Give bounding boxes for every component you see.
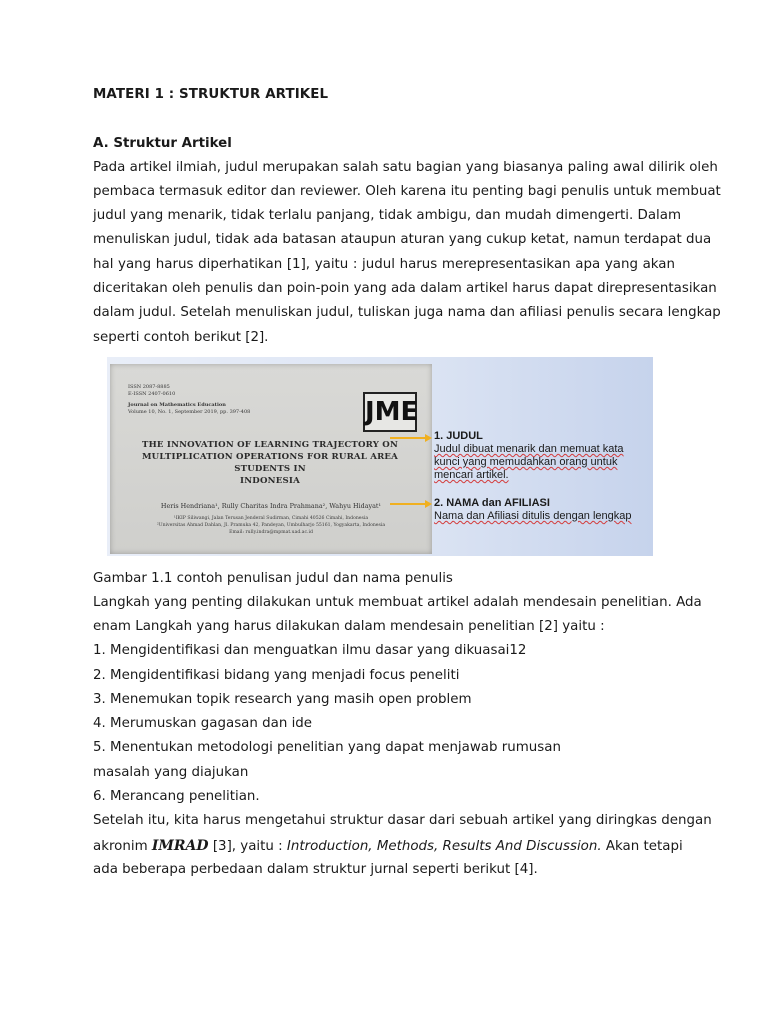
paper-authors: Heris Hendriana¹, Rully Charitas Indra Prahmana², Wahyu Hidayat¹ (160, 502, 382, 510)
text-fragment: Akan tetapi (601, 839, 683, 854)
paragraph-line: seperti contoh berikut [2]. (93, 330, 269, 345)
paragraph-line: dalam judul. Setelah menuliskan judul, tuliskan juga nama dan afiliasi penulis secara lengkap (93, 305, 721, 320)
paper-title-line: INDONESIA (240, 476, 300, 486)
list-item: 6. Merancang penelitian. (93, 789, 260, 804)
journal-name: Journal on Mathematics Education (128, 402, 226, 408)
paper-affiliation: ¹IKIP Siliwangi, Jalan Terusan Jenderal Sudirman, Cimahi 40526 Cimahi, Indonesia (173, 516, 369, 521)
eissn-text: E-ISSN 2407-0610 (128, 391, 176, 397)
paragraph-line: diceritakan oleh penulis dan poin-poin yang ada dalam artikel harus dapat direpresentasikan (93, 281, 717, 296)
section-heading: A. Struktur Artikel (93, 136, 232, 151)
callout-judul (434, 430, 624, 482)
paragraph-line: Pada artikel ilmiah, judul merupakan salah satu bagian yang biasanya paling awal dilirik oleh (93, 160, 718, 175)
paragraph-line-imrad (93, 838, 683, 854)
callout-nama-line: Nama dan Afiliasi ditulis dengan lengkap (434, 510, 632, 522)
list-item: 5. Menentukan metodologi penelitian yang dapat menjawab rumusan (93, 740, 561, 755)
paper-title-line: THE INNOVATION OF LEARNING TRAJECTORY ON (142, 440, 398, 450)
list-item: 1. Mengidentifikasi dan menguatkan ilmu dasar yang dikuasai12 (93, 643, 527, 658)
paragraph-line: hal yang harus diperhatikan [1], yaitu : judul harus merepresentasikan apa yang akan (93, 257, 675, 272)
paragraph-line: pembaca termasuk editor dan reviewer. Oleh karena itu penting bagi penulis untuk membuat (93, 184, 721, 199)
callout-nama-title: 2. NAMA dan AFILIASI (434, 497, 550, 509)
list-item: 2. Mengidentifikasi bidang yang menjadi focus peneliti (93, 668, 460, 683)
list-item-continuation: masalah yang diajukan (93, 765, 249, 780)
figure-image (107, 357, 653, 556)
paper-affiliation: ²Universitas Ahmad Dahlan, Jl. Pramuka 42, Pandeyan, Umbulharjo 55161, Yogyakarta, Indonesia (156, 523, 386, 528)
callout-judul-line: Judul dibuat menarik dan memuat kata (434, 443, 624, 455)
journal-volume: Volume 10, No. 1, September 2019, pp. 397-408 (128, 409, 251, 415)
callout-judul-title: 1. JUDUL (434, 430, 483, 442)
imrad-acronym: IMRAD (151, 838, 209, 854)
document-title: MATERI 1 : STRUKTUR ARTIKEL (93, 87, 329, 102)
jme-logo: JME (363, 392, 417, 432)
imrad-expansion: Introduction, Methods, Results And Discussion. (286, 839, 602, 854)
paragraph-line: Langkah yang penting dilakukan untuk membuat artikel adalah mendesain penelitian. Ada (93, 595, 702, 610)
paper-email: Email: rully.indra@mpmat.uad.ac.id (229, 530, 313, 535)
paragraph-line: menuliskan judul, tidak ada batasan ataupun aturan yang cukup ketat, namun terdapat dua (93, 232, 712, 247)
text-fragment: [3], yaitu : (208, 839, 287, 854)
list-item: 3. Menemukan topik research yang masih open problem (93, 692, 472, 707)
arrow-judul-icon (390, 437, 426, 439)
callout-judul-line: mencari artikel. (434, 469, 509, 481)
paragraph-line: judul yang menarik, tidak terlalu panjang, tidak ambigu, dan mudah dimengerti. Dalam (93, 208, 681, 223)
text-fragment: akronim (93, 839, 152, 854)
callout-nama-afiliasi (434, 497, 632, 523)
paragraph-line: ada beberapa perbedaan dalam struktur jurnal seperti berikut [4]. (93, 862, 538, 877)
list-item: 4. Merumuskan gagasan dan ide (93, 716, 313, 731)
paper-title (120, 439, 420, 487)
paper-title-line: MULTIPLICATION OPERATIONS FOR RURAL AREA STUDENTS IN (141, 452, 399, 474)
callout-judul-line: kunci yang memudahkan orang untuk (434, 456, 618, 468)
figure-caption: Gambar 1.1 contoh penulisan judul dan nama penulis (93, 571, 453, 586)
arrow-nama-icon (390, 503, 426, 505)
issn-text: ISSN 2087-8885 (128, 384, 170, 390)
paragraph-line: Setelah itu, kita harus mengetahui struktur dasar dari sebuah artikel yang diringkas dengan (93, 813, 712, 828)
paragraph-line: enam Langkah yang harus dilakukan dalam mendesain penelitian [2] yaitu : (93, 619, 605, 634)
journal-scan (110, 364, 432, 554)
